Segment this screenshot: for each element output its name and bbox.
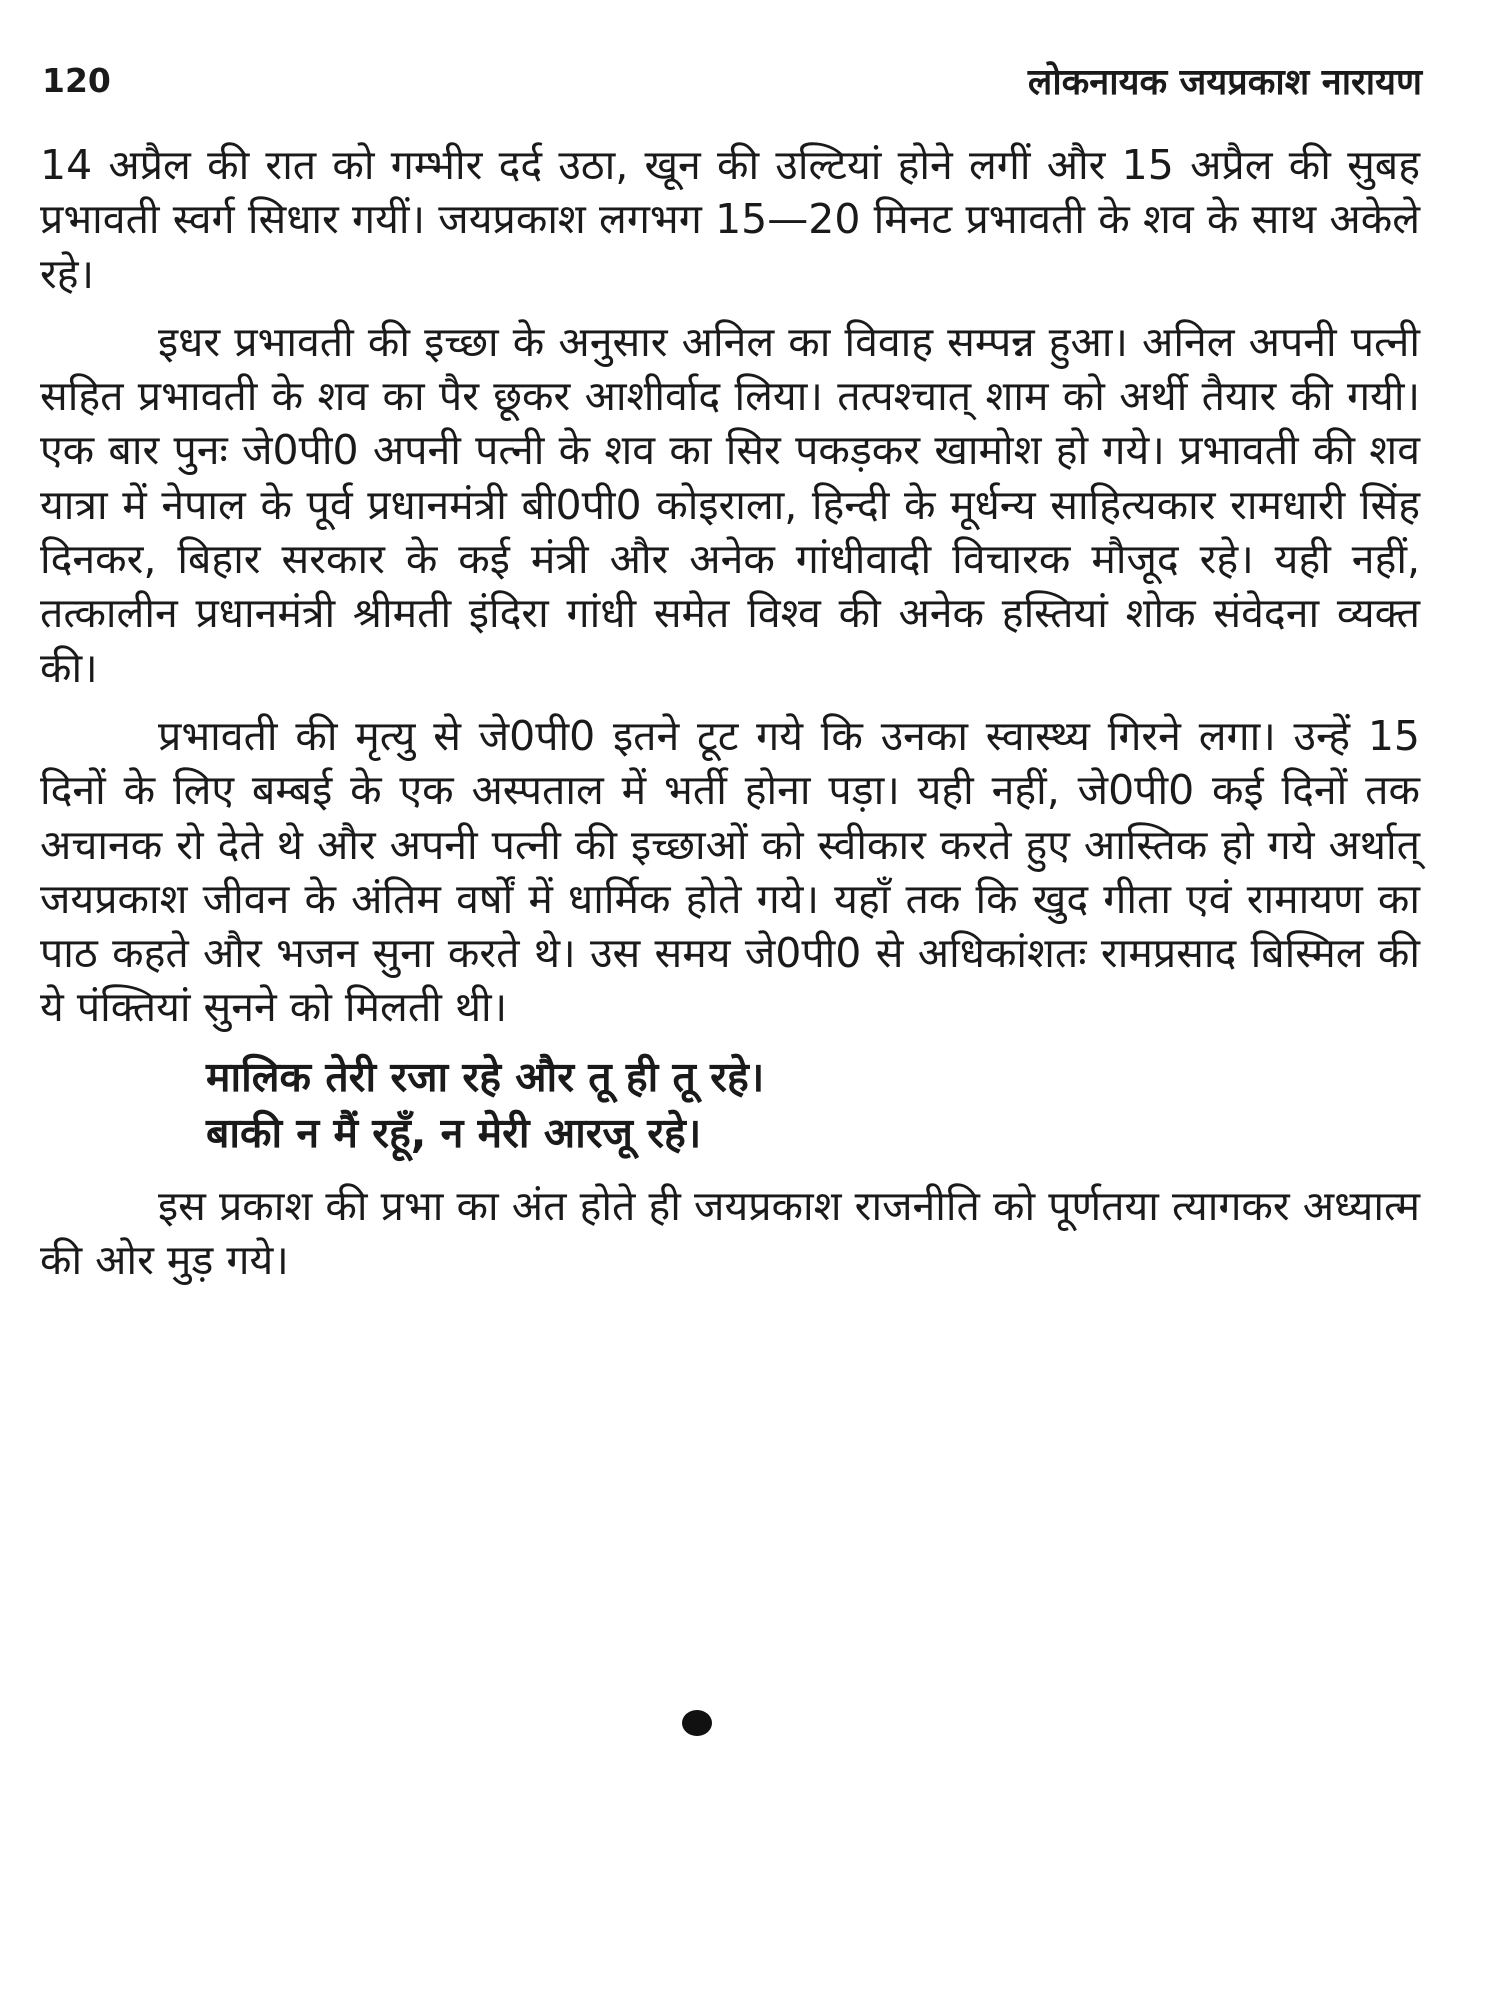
verse-line-1: मालिक तेरी रजा रहे और तू ही तू रहे। [206,1052,765,1101]
paragraph-2: इधर प्रभावती की इच्छा के अनुसार अनिल का विवाह सम्पन्न हुआ। अनिल अपनी पत्नी सहित प्रभावती के शव का पैर छूकर आशीर्वाद लिया। तत्पश्चात् शाम को अर्थी तैयार की गयी। एक बार पुनः जे0पी0 अपनी पत्नी के शव का सिर पकड़कर खामोश हो गये। प्रभावती की शव यात्रा में नेपाल के पूर्व प्रधानमंत्री बी0पी0 कोइराला, हिन्दी के मूर्धन्य साहित्यकार रामधारी सिंह दिनकर, बिहार सरकार के कई मंत्री और अनेक गांधीवादी विचारक मौजूद रहे। यही नहीं, तत्कालीन प्रधानमंत्री श्रीमती इंदिरा गांधी समेत विश्व की अनेक हस्तियां शोक संवेदना व्यक्त की। [40,317,1420,692]
running-title: लोकनायक जयप्रकाश नारायण [1027,61,1422,103]
closing-paragraph: इस प्रकाश की प्रभा का अंत होते ही जयप्रकाश राजनीति को पूर्णतया त्यागकर अध्यात्म की ओर मुड़ गये। [40,1181,1420,1285]
paragraph-3: प्रभावती की मृत्यु से जे0पी0 इतने टूट गये कि उनका स्वास्थ्य गिरने लगा। उन्हें 15 दिनों के लिए बम्बई के एक अस्पताल में भर्ती होना पड़ा। यही नहीं, जे0पी0 कई दिनों तक अचानक रो देते थे और अपनी पत्नी की इच्छाओं को स्वीकार करते हुए आस्तिक हो गये अर्थात् जयप्रकाश जीवन के अंतिम वर्षों में धार्मिक होते गये। यहाँ तक कि खुद गीता एवं रामायण का पाठ कहते और भजन सुना करते थे। उस समय जे0पी0 से अधिकांशतः रामप्रसाद बिस्मिल की ये पंक्तियां सुनने को मिलती थी। [40,711,1420,1032]
body-text [40,138,1420,1301]
page-header [42,50,1422,110]
verse-quote [40,1049,1420,1161]
paragraph-1: 14 अप्रैल की रात को गम्भीर दर्द उठा, खून की उल्टियां होने लगीं और 15 अप्रैल की सुबह प्रभावती स्वर्ग सिधार गयीं। जयप्रकाश लगभग 15—20 मिनट प्रभावती के शव के साथ अकेले रहे। [40,141,1420,298]
end-of-chapter-dot [682,1710,712,1736]
page-number: 120 [42,60,111,100]
verse-line-2: बाकी न मैं रहूँ, न मेरी आरजू रहे। [206,1108,702,1157]
